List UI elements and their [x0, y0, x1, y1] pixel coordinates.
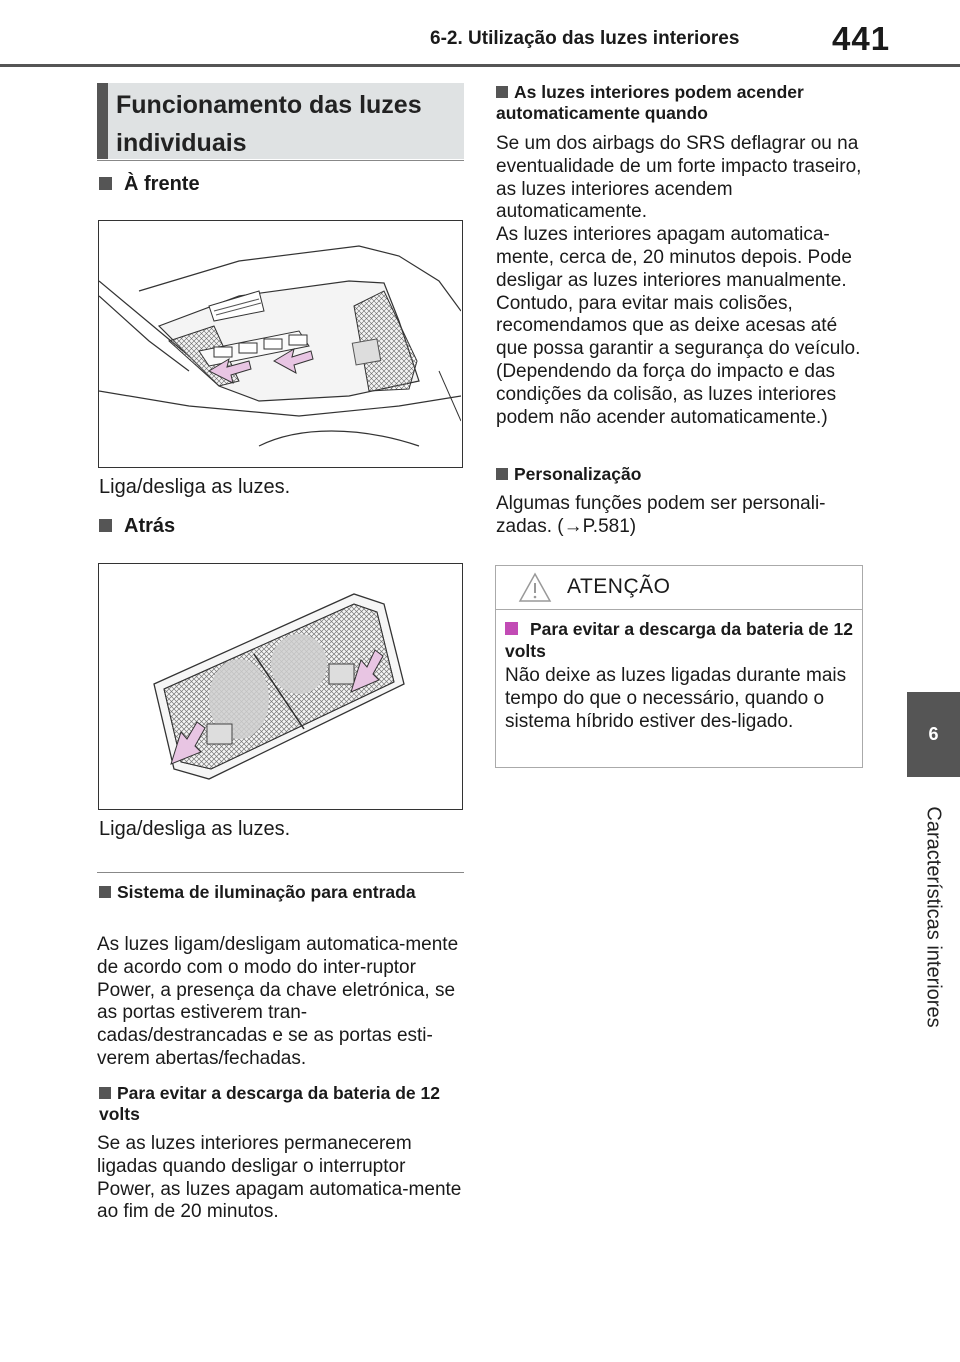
warning-box — [495, 565, 863, 768]
rear-lamp-drawing — [99, 564, 461, 808]
notes-rule — [97, 872, 464, 873]
warning-label: ATENÇÃO — [567, 575, 671, 598]
bullet-square-icon — [496, 86, 508, 98]
running-header: 6-2. Utilização das luzes interiores — [430, 28, 740, 49]
bullet-square-icon — [496, 468, 508, 480]
bullet-square-icon — [99, 1087, 111, 1099]
chapter-tab: 6 — [907, 692, 960, 777]
bullet-square-icon — [99, 519, 112, 532]
warning-title: Para evitar a descarga da bateria de 12 volts — [505, 619, 853, 661]
warning-triangle-icon — [518, 572, 552, 603]
front-heading: À frente — [99, 173, 200, 196]
front-caption: Liga/desliga as luzes. — [99, 476, 291, 498]
note-customization-text: Algumas funções podem ser personali-zadas. (→P.581) — [496, 493, 826, 537]
rear-lamp-illustration — [98, 563, 463, 810]
page-number: 441 — [832, 20, 891, 57]
note-battery-title: Para evitar a descarga da bateria de 12 volts — [99, 1083, 440, 1124]
note-battery-text: Se as luzes interiores permanecerem ligadas quando desligar o interruptor Power, as luzes apagam automatica-mente ao fim de 20 minutos. — [97, 1133, 462, 1223]
note-entry-lighting-text: As luzes ligam/desligam automatica-mente de acordo com o modo do inter-ruptor Power, a presença da chave eletrónica, se as portas estiverem tran-cadas/destrancadas e se as portas esti-verem abertas/fechadas. — [97, 934, 459, 1069]
chapter-side-label — [905, 787, 960, 1047]
header-rule — [0, 64, 960, 67]
note-customization-title: Personalização — [496, 464, 864, 485]
front-lamp-illustration — [98, 220, 463, 468]
section-rule — [97, 160, 464, 161]
section-title-box — [97, 83, 464, 159]
rear-heading: Atrás — [99, 515, 175, 538]
rear-caption: Liga/desliga as luzes. — [99, 818, 291, 840]
warning-header — [496, 566, 862, 610]
chapter-side-label-text: Características interiores — [922, 806, 944, 1028]
bullet-square-icon — [99, 886, 111, 898]
section-title: Funcionamento das luzes individuais — [116, 91, 422, 157]
front-lamp-drawing — [99, 221, 461, 466]
bullet-square-icon — [99, 177, 112, 190]
note-entry-lighting-title: Sistema de iluminação para entrada — [99, 882, 464, 903]
note-auto-lights-text: Se um dos airbags do SRS deflagrar ou na eventualidade de um forte impacto traseiro, as luzes interiores acendem automaticamente. As luzes interiores apagam automatica-mente, cerca de, 20 minutos depois. Pode desligar as luzes interiores manualmente. Contudo, para evitar mais colisões, recomendamos que as deixe acesas até que possa garantir a segurança do veículo. (Dependendo da força do impacto e das condições da colisão, as luzes interiores podem não acender automaticamente.) — [496, 133, 862, 428]
note-auto-lights-title: As luzes interiores podem acender automaticamente quando — [496, 82, 804, 123]
bullet-square-icon — [505, 622, 518, 635]
warning-text: Não deixe as luzes ligadas durante mais tempo do que o necessário, quando o sistema híbrido estiver des-ligado. — [505, 665, 847, 732]
